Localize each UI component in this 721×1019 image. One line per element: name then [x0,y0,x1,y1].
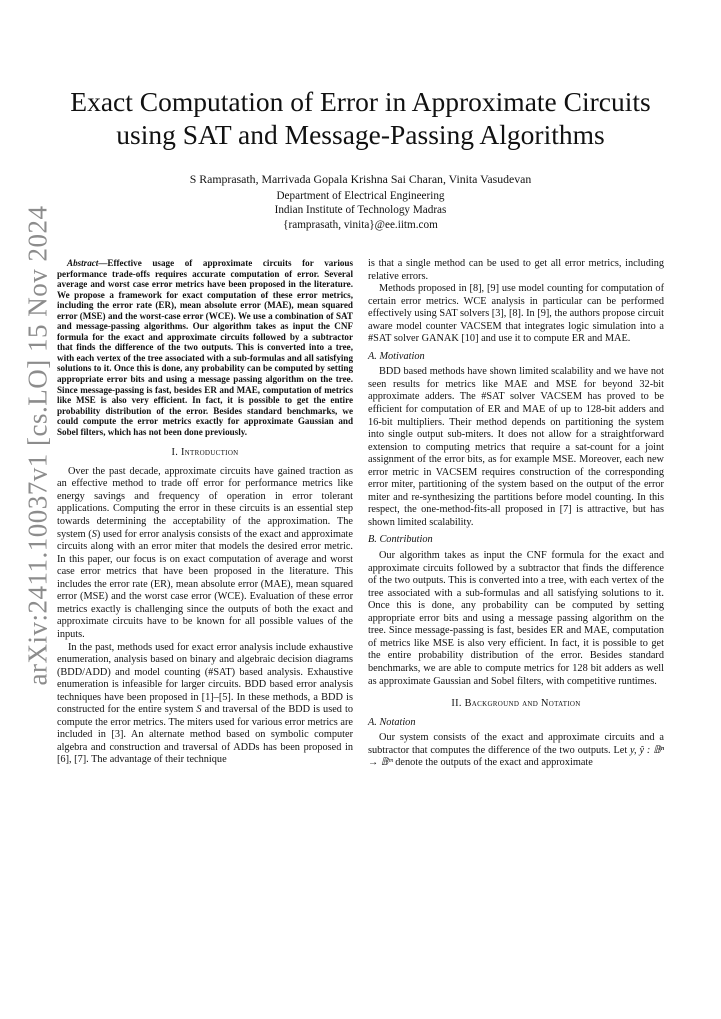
section-heading-background: II. Background and Notation [451,698,581,710]
subsection-heading-motivation: A. Motivation [368,350,425,362]
author-department: Department of Electrical Engineering [276,189,445,202]
subsection-heading-notation: A. Notation [368,716,416,728]
abstract [57,258,353,437]
author-email: {ramprasath, vinita}@ee.iitm.com [283,218,438,231]
contribution-paragraph: Our algorithm takes as input the CNF formula for the exact and approximate circuits followed by a subtractor that finds the difference of the two outputs. This is converted into a tree, with each vertex of the tree associated with a sub-formulas and all satisfying solutions to it. Once this is done, any probability can be computed by setting appropriate error bits and using a message passing algorithm on the tree. Since message-passing is fast, besides ER and MAE, computation of metrics like MSE is also very efficient. In fact, it is possible to get the entire probability distribution of the error. Besides standard benchmarks, we are able to compute metrics for 128 bit adders as well as approximate Gaussian and Sobel filters, with competitive runtimes. [368,550,664,687]
paper-title [30,85,691,151]
paper-title-line-2: using SAT and Message-Passing Algorithms [116,119,605,150]
author-institute: Indian Institute of Technology Madras [274,204,447,216]
author-block [60,172,661,232]
notation-paragraph: Our system consists of the exact and approximate circuits and a subtractor that computes the difference of the two outputs. Let y, ŷ : 𝔹ⁿ → 𝔹ᵐ denote the outputs of the exact and approximate [368,732,664,769]
right-column [368,258,664,770]
intro-paragraph-3: is that a single method can be used to get all error metrics, including relative errors. [368,258,664,282]
system-symbol: S [91,528,97,540]
author-names: S Ramprasath, Marrivada Gopala Krishna Sai Charan, Vinita Vasudevan [189,172,532,186]
abstract-label: Abstract [67,258,99,268]
intro-paragraph-2: In the past, methods used for exact error analysis include exhaustive enumeration, analysis based on binary and algebraic decision diagrams (BDD/ADD) and model counting (#SAT) based analysis. Exhaustive enumeration is infeasible for larger circuits. BDD based error analysis techniques have been proposed in [1]–[5]. In these methods, a BDD is constructed for the entire system S and traversal of the BDD is used to compute the error metrics. The miters used for various error metrics are included in [3]. An alternate method based on symbolic computer algebra and construction and traversal of ADDs has been proposed in [6], [7]. The advantage of their technique [57,641,353,766]
abstract-text: —Effective usage of approximate circuits for various performance trade-offs requires accurate computation of error. Several average and worst case error metrics have been proposed in the literature. We propose a framework for exact computation of these error metrics, including the error rate (ER), mean absolute error (MAE), mean squared error (MSE) and the worst-case error (WCE). We use a combination of SAT and message-passing algorithms. Our algorithm takes as input the CNF formula for the exact and approximate circuits followed by a subtractor that finds the difference of the two outputs. This is converted into a tree, with each vertex of the tree associated with a sub-formulas and all satisfying solutions to it. Once this is done, any probability can be computed by setting appropriate error bits and using a message passing algorithm on the tree. Since message-passing is fast, besides ER and MAE, computation of metrics like MSE is also very efficient. In fact, it is possible to get the entire probability distribution of the error. Besides standard benchmarks, we could compute the error metrics exactly for approximate Gaussian and Sobel filters, which has not been done previously. [57,258,353,437]
section-heading-introduction: I. Introduction [171,447,239,459]
intro-paragraph-1: Over the past decade, approximate circuits have gained traction as an effective method to trade off error for performance metrics like energy savings and frequency of operation in error tolerant applications. Computing the error in these circuits is an essential step towards determining the acceptability of the approximation. The system (S) used for error analysis consists of the exact and approximate circuits along with an error miter that models the desired error metric. In this paper, our focus is on exact computation of average and worst case error metrics that have been proposed in the literature. This includes the error rate (ER), mean absolute error (MAE), mean squared error (MSE) and the worst case error (WCE). Evaluation of these error metrics exactly is challenging since the outputs of both the exact and approximate circuits have to be known for all possible values of the inputs. [57,465,353,640]
subsection-heading-contribution: B. Contribution [368,534,433,546]
paper-title-line-1: Exact Computation of Error in Approximate Circuits [70,86,651,117]
left-column [57,258,353,767]
arxiv-id-text: arXiv:2411.10037v1 [cs.LO] 15 Nov 2024 [22,205,53,685]
motivation-paragraph: BDD based methods have shown limited scalability and we have not seen results for metrics like MAE and MSE for beyond 32-bit approximate adders. The #SAT solver VACSEM has proved to be efficient for computation of ER and MAE of up to 128-bit adders and 16-bit multipliers. Their method depends on partitioning the system into single output sub-miters. It does not allow for a straightforward extension to computing metrics that require a sat-count for a joint assignment of the error bits, as for example MSE. Moreover, each new error metric in VACSEM requires construction of the corresponding error miter, partitioning of the system based on the output of the error miter and re-synthesizing the partitions before model counting. In this respect, the one-method-fits-all proposed in [7] is attractive, but has shown limited scalability. [368,366,664,528]
intro-paragraph-4: Methods proposed in [8], [9] use model counting for computation of certain error metrics. WCE analysis in particular can be performed effectively using SAT solvers [3], [8]. In [9], the authors propose circuit aware model counter VACSEM that integrates logic simulation into a #SAT solver GANAK [10] and use it to compute ER and MAE. [368,283,664,345]
system-symbol: S [196,704,202,716]
notation-math: y, ŷ : 𝔹ⁿ → 𝔹ᵐ [368,744,664,769]
